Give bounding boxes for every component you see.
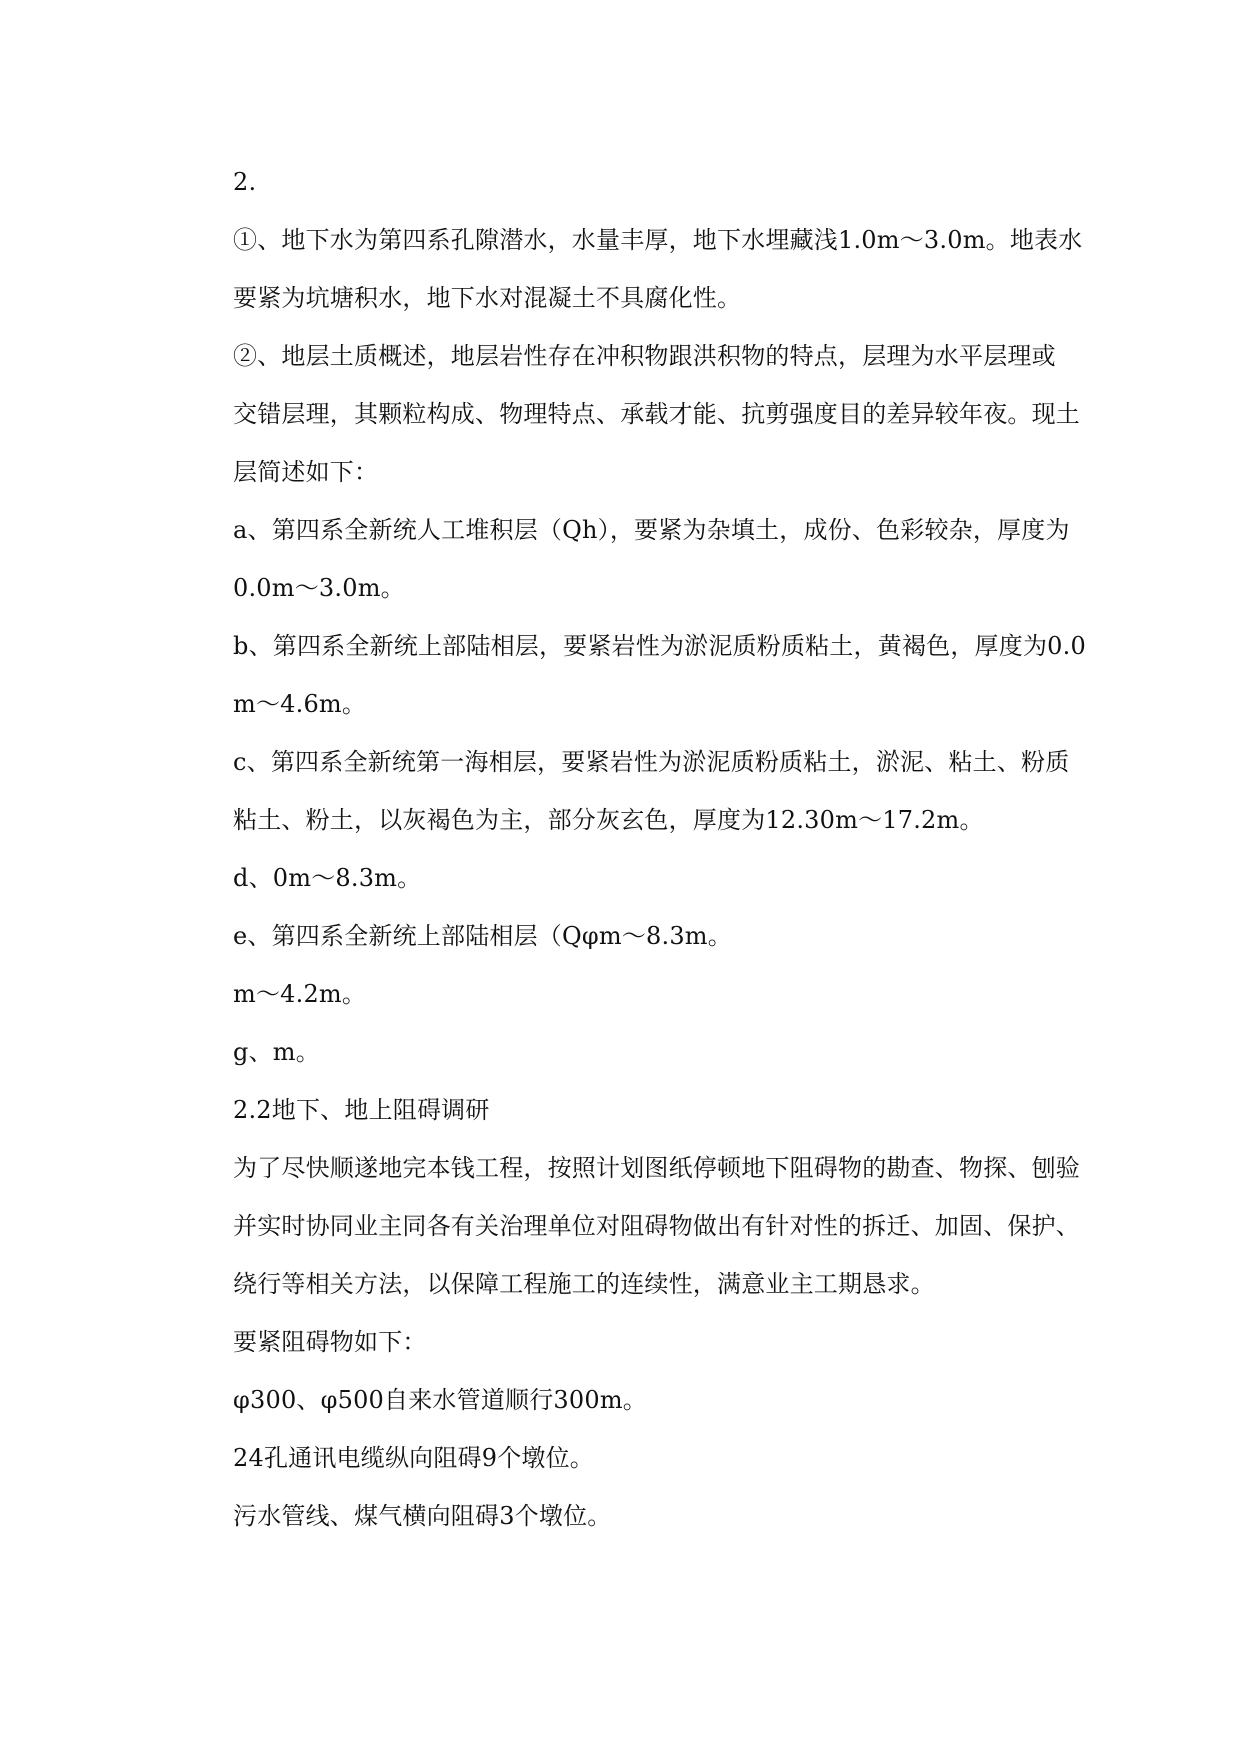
paragraph-line: 层简述如下：	[233, 458, 379, 486]
paragraph-line: 并实时协同业主同各有关治理单位对阻碍物做出有针对性的拆迁、加固、保护、	[233, 1212, 1080, 1240]
paragraph-line: m～4.6m。	[233, 690, 367, 718]
paragraph-line: ①、地下水为第四系孔隙潜水，水量丰厚，地下水埋藏浅1.0m～3.0m。地表水	[233, 226, 1083, 254]
paragraph-line: 绕行等相关方法，以保障工程施工的连续性，满意业主工期恳求。	[233, 1270, 935, 1298]
paragraph-line: 为了尽快顺遂地完本钱工程，按照计划图纸停顿地下阻碍物的勘查、物探、刨验	[233, 1154, 1080, 1182]
paragraph-line: g、m。	[233, 1038, 320, 1066]
paragraph-line: 0.0m～3.0m。	[233, 574, 405, 602]
document-body	[233, 160, 1113, 1552]
paragraph-line: φ300、φ500自来水管道顺行300m。	[233, 1386, 647, 1414]
paragraph-line: m～4.2m。	[233, 980, 367, 1008]
paragraph-line: 要紧为坑塘积水，地下水对混凝土不具腐化性。	[233, 284, 742, 312]
paragraph-line: b、第四系全新统上部陆相层，要紧岩性为淤泥质粉质粘土，黄褐色，厚度为0.0	[233, 632, 1086, 660]
paragraph-line: e、第四系全新统上部陆相层（Qφm～8.3m。	[233, 922, 732, 950]
paragraph-line: 污水管线、煤气横向阻碍3个墩位。	[233, 1502, 612, 1530]
paragraph-line: c、第四系全新统第一海相层，要紧岩性为淤泥质粉质粘土，淤泥、粘土、粉质	[233, 748, 1070, 776]
section-number: 2.	[233, 168, 257, 196]
paragraph-line: a、第四系全新统人工堆积层（Qh），要紧为杂填土，成份、色彩较杂，厚度为	[233, 516, 1070, 544]
section-heading: 2.2地下、地上阻碍调研	[233, 1096, 490, 1124]
paragraph-line: d、0m～8.3m。	[233, 864, 422, 892]
paragraph-line: 24孔通讯电缆纵向阻碍9个墩位。	[233, 1444, 595, 1472]
paragraph-line: 交错层理，其颗粒构成、物理特点、承载才能、抗剪强度目的差异较年夜。现土	[233, 400, 1080, 428]
paragraph-line: ②、地层土质概述，地层岩性存在冲积物跟洪积物的特点，层理为水平层理或	[233, 342, 1056, 370]
paragraph-line: 要紧阻碍物如下：	[233, 1328, 427, 1356]
paragraph-line: 粘土、粉土，以灰褐色为主，部分灰玄色，厚度为12.30m～17.2m。	[233, 806, 984, 834]
